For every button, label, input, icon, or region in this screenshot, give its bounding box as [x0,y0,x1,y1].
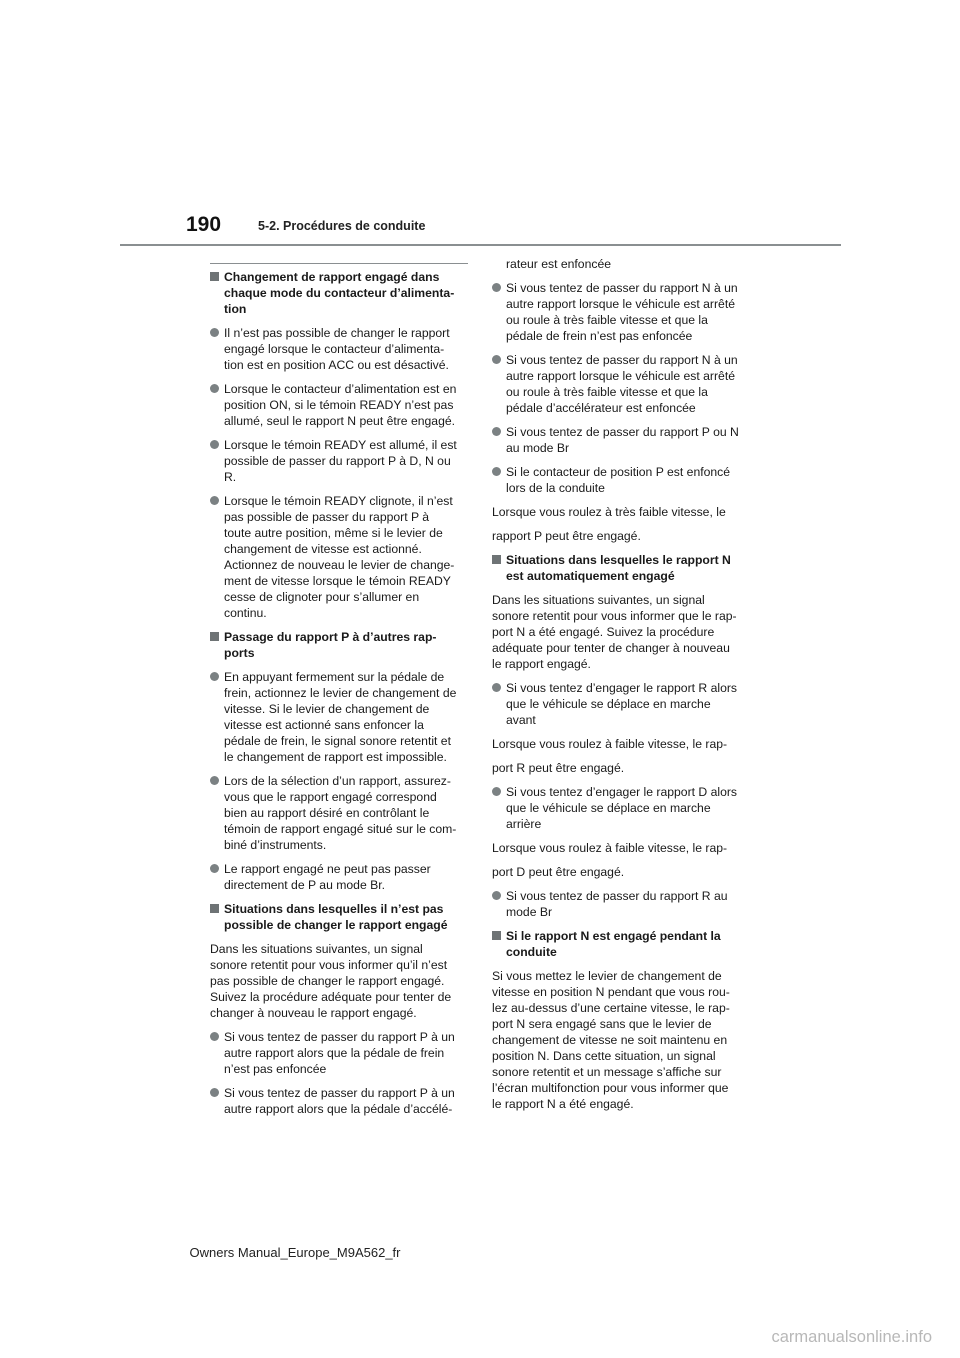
text-line: le rapport engagé. [492,657,591,671]
text-line: vitesse est actionné sans enfoncer la [224,718,424,732]
text-line: En appuyant fermement sur la pédale de [224,670,445,684]
text-line: vitesse. Si le levier de changement de [224,702,430,716]
body-paragraph [492,592,750,672]
round-bullet-icon [210,496,219,505]
text-line: Passage du rapport P à d’autres rap- [224,630,437,644]
body-paragraph [492,968,750,1112]
text-line: tion [224,302,247,316]
right-column [492,256,750,1120]
text-line: Si vous tentez de passer du rapport R au [506,889,728,903]
bullet-continuation [492,256,750,272]
header-rule [120,244,841,246]
section-heading [210,901,468,933]
text-line: avant [506,713,536,727]
bullet-item [492,888,750,920]
text-line: l’écran multifonction pour vous informer que [492,1081,729,1095]
bullet-item [210,437,468,485]
bullet-item [210,493,468,621]
text-line: Si le rapport N est engagé pendant la [506,929,721,943]
bullet-item [492,352,750,416]
text-line: Il n’est pas possible de changer le rapport [224,326,450,340]
text-line: Lorsque le témoin READY est allumé, il est [224,438,457,452]
text-line: le rapport N a été engagé. [492,1097,634,1111]
round-bullet-icon [210,672,219,681]
text-line: pédale de frein n’est pas enfoncée [506,329,693,343]
body-paragraph [492,840,750,856]
text-line: port R peut être engagé. [492,761,625,775]
text-line: pas possible de passer du rapport P à [224,510,430,524]
round-bullet-icon [492,683,501,692]
text-line: cesse de clignoter pour s’allumer en [224,590,420,604]
text-line: Dans les situations suivantes, un signal [210,942,423,956]
text-line: lors de la conduite [506,481,605,495]
text-line: pédale de frein, le signal sonore retentit et [224,734,451,748]
text-line: port D peut être engagé. [492,865,625,879]
bullet-item [492,424,750,456]
text-line: rapport P peut être engagé. [492,529,641,543]
section-heading [210,629,468,661]
bullet-item [492,280,750,344]
bullet-item [492,784,750,832]
text-line: est automatiquement engagé [506,569,675,583]
text-line: Si vous tentez de passer du rapport P ou N [506,425,739,439]
text-line: que le véhicule se déplace en marche [506,801,711,815]
text-line: ment de vitesse lorsque le témoin READY [224,574,451,588]
text-line: autre rapport alors que la pédale de frein [224,1046,445,1060]
text-line: Changement de rapport engagé dans [224,270,440,284]
text-line: autre rapport lorsque le véhicule est arrêté [506,297,735,311]
section-heading [492,928,750,960]
text-line: autre rapport alors que la pédale d’accélé- [224,1102,453,1116]
text-line: vous que le rapport engagé correspond [224,790,437,804]
round-bullet-icon [492,283,501,292]
section-heading [210,269,468,317]
text-line: Lors de la sélection d’un rapport, assurez- [224,774,451,788]
bullet-item [492,680,750,728]
text-line: arrière [506,817,542,831]
round-bullet-icon [492,467,501,476]
round-bullet-icon [492,355,501,364]
page-number: 190 [186,213,222,236]
text-line: Si vous tentez de passer du rapport P à un [224,1030,455,1044]
round-bullet-icon [210,440,219,449]
bullet-item [210,1029,468,1077]
text-line: Si vous tentez de passer du rapport N à un [506,353,738,367]
text-line: port N a été engagé. Suivez la procédure [492,625,715,639]
text-line: Lorsque vous roulez à faible vitesse, le rap- [492,737,728,751]
text-line: mode Br [506,905,553,919]
text-line: engagé lorsque le contacteur d’alimenta- [224,342,445,356]
text-line: continu. [224,606,267,620]
text-line: pédale d’accélérateur est enfoncée [506,401,696,415]
text-line: port N sera engagé sans que le levier de [492,1017,712,1031]
text-line: Si le contacteur de position P est enfoncé [506,465,731,479]
text-line: vitesse en position N pendant que vous rou- [492,985,730,999]
text-line: pas possible de changer le rapport engagé. [210,974,445,988]
text-line: Dans les situations suivantes, un signal [492,593,705,607]
text-line: au mode Br [506,441,570,455]
text-line: Lorsque le témoin READY clignote, il n’est [224,494,453,508]
text-line: R. [224,470,237,484]
body-paragraph [492,760,750,776]
square-bullet-icon [210,632,219,641]
text-line: directement de P au mode Br. [224,878,386,892]
body-paragraph [210,941,468,1021]
text-line: sonore retentit et un message s’affiche sur [492,1065,722,1079]
round-bullet-icon [492,787,501,796]
square-bullet-icon [210,272,219,281]
footer-manual-id [0,1245,960,1260]
text-line: Lorsque vous roulez à faible vitesse, le rap- [492,841,728,855]
square-bullet-icon [210,904,219,913]
text-line: toute autre position, même si le levier de [224,526,443,540]
bullet-item [210,1085,468,1117]
manual-id-text: Owners Manual_Europe_M9A562_fr [189,1245,401,1260]
text-line: n’est pas enfoncée [224,1062,327,1076]
text-line: lez au-dessus d’une certaine vitesse, le rap- [492,1001,730,1015]
left-column-rule [210,263,468,264]
text-line: Lorsque vous roulez à très faible vitesse, le [492,505,726,519]
text-line: biné d’instruments. [224,838,327,852]
text-line: ports [224,646,255,660]
text-line: conduite [506,945,557,959]
watermark[interactable]: carmanualsonline.info [771,1328,932,1346]
body-paragraph [492,504,750,520]
text-line: tion est en position ACC ou est désactivé. [224,358,449,372]
round-bullet-icon [210,776,219,785]
text-line: bien au rapport désiré en contrôlant le [224,806,430,820]
text-line: Situations dans lesquelles le rapport N [506,553,731,567]
text-line: rateur est enfoncée [506,257,612,271]
text-line: changer à nouveau le rapport engagé. [210,1006,417,1020]
text-line: Actionnez de nouveau le levier de change- [224,558,455,572]
bullet-item [210,861,468,893]
section-heading [492,552,750,584]
text-line: position ON, si le témoin READY n’est pas [224,398,454,412]
square-bullet-icon [492,931,501,940]
text-line: témoin de rapport engagé situé sur le com- [224,822,457,836]
text-line: possible de changer le rapport engagé [224,918,448,932]
text-line: Si vous tentez de passer du rapport N à un [506,281,738,295]
round-bullet-icon [492,427,501,436]
bullet-item [492,464,750,496]
bullet-item [210,381,468,429]
text-line: chaque mode du contacteur d’alimenta- [224,286,455,300]
bullet-item [210,773,468,853]
bullet-item [210,325,468,373]
section-title: 5-2. Procédures de conduite [258,219,426,233]
text-line: changement de vitesse est actionné. [224,542,422,556]
round-bullet-icon [210,384,219,393]
text-line: ou roule à très faible vitesse et que la [506,385,708,399]
body-paragraph [492,864,750,880]
text-line: sonore retentit pour vous informer qu’il n’est [210,958,448,972]
text-line: sonore retentit pour vous informer que le rap- [492,609,737,623]
round-bullet-icon [210,1088,219,1097]
text-line: changement de vitesse ne soit maintenu en [492,1033,728,1047]
text-line: position N. Dans cette situation, un signal [492,1049,716,1063]
text-line: Si vous tentez d’engager le rapport D alors [506,785,738,799]
text-line: Le rapport engagé ne peut pas passer [224,862,431,876]
text-line: possible de passer du rapport P à D, N ou [224,454,451,468]
text-line: Si vous tentez de passer du rapport P à un [224,1086,455,1100]
square-bullet-icon [492,555,501,564]
text-line: adéquate pour tenter de changer à nouveau [492,641,730,655]
body-paragraph [492,736,750,752]
text-line: Lorsque le contacteur d’alimentation est en [224,382,457,396]
text-line: Si vous mettez le levier de changement de [492,969,722,983]
text-line: allumé, seul le rapport N peut être engagé. [224,414,456,428]
text-line: Suivez la procédure adéquate pour tenter de [210,990,452,1004]
round-bullet-icon [210,328,219,337]
text-line: le changement de rapport est impossible. [224,750,447,764]
round-bullet-icon [210,864,219,873]
text-line: frein, actionnez le levier de changement de [224,686,457,700]
text-line: que le véhicule se déplace en marche [506,697,711,711]
text-line: autre rapport lorsque le véhicule est arrêté [506,369,735,383]
text-line: Si vous tentez d’engager le rapport R alors [506,681,738,695]
left-column [210,269,468,1125]
text-line: ou roule à très faible vitesse et que la [506,313,708,327]
body-paragraph [492,528,750,544]
bullet-item [210,669,468,765]
round-bullet-icon [492,891,501,900]
text-line: Situations dans lesquelles il n’est pas [224,902,444,916]
round-bullet-icon [210,1032,219,1041]
